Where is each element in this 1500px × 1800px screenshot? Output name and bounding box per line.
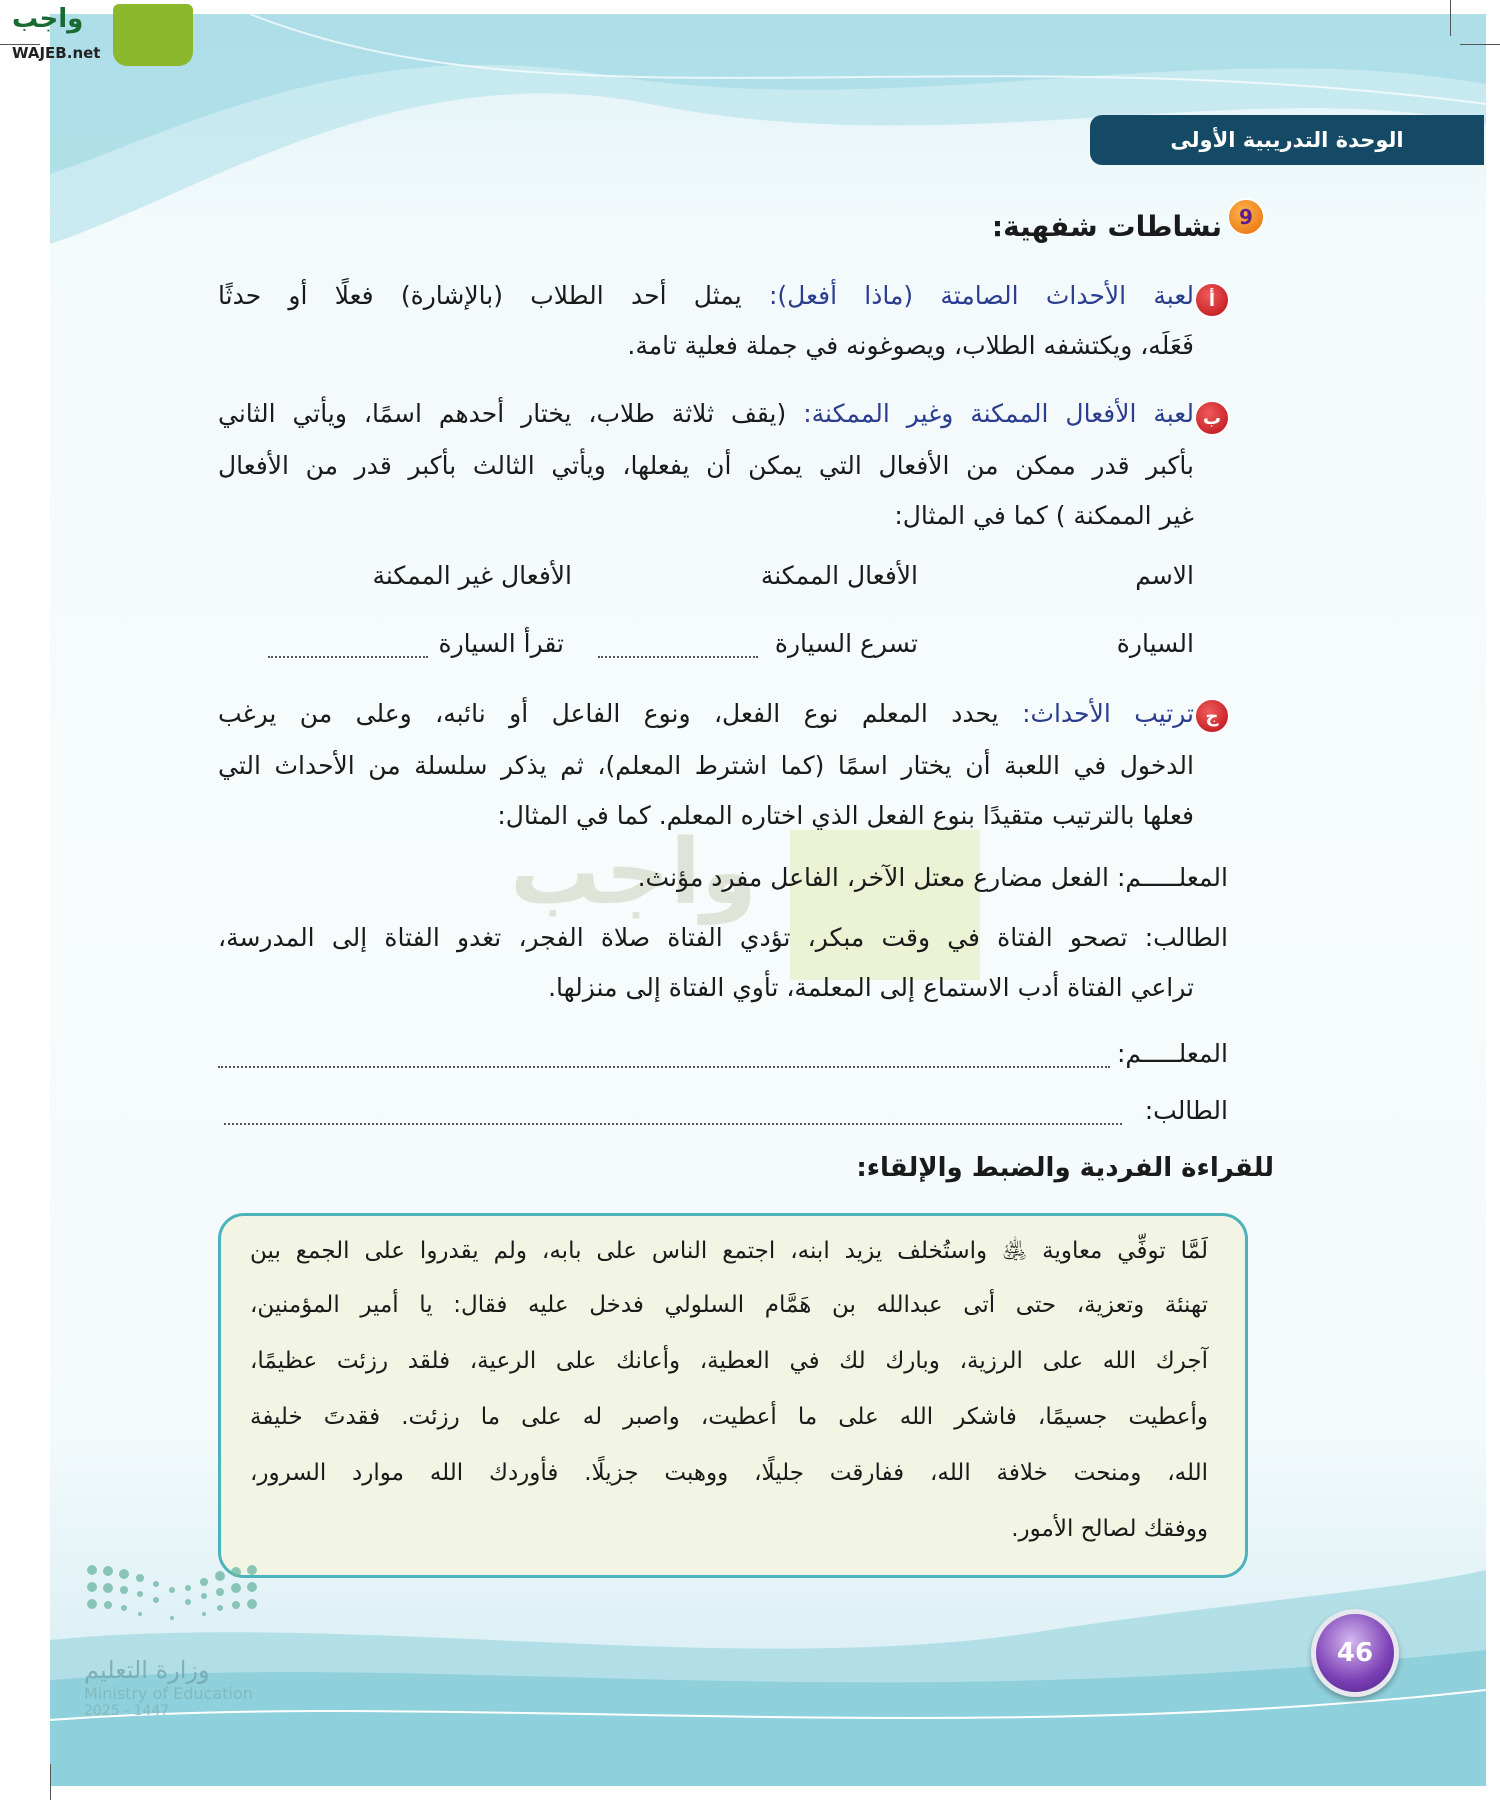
item-badge-c: ج xyxy=(1194,698,1230,734)
table-header-impossible: الأفعال غير الممكنة xyxy=(372,561,572,590)
blank-teacher-label: المعلـــــم: xyxy=(1116,1039,1228,1068)
passage-line: ووفقك لصالح الأمور. xyxy=(1011,1516,1208,1542)
item-c-line-2: الدخول في اللعبة أن يختار اسمًا (كما اشترط المعلم)، ثم يذكر سلسلة من الأحداث التي xyxy=(218,751,1194,780)
table-cell-name: السيارة xyxy=(1116,629,1194,658)
page-number-badge: 46 xyxy=(1311,1609,1399,1697)
table-cell-impossible: تقرأ السيارة xyxy=(438,629,564,658)
section-number-badge: 9 xyxy=(1227,198,1265,236)
item-badge-b: ب xyxy=(1194,400,1230,436)
item-c-line-1: ترتيب الأحداث: يحدد المعلم نوع الفعل، ونوع الفاعل أو نائبه، وعلى من يرغب xyxy=(218,699,1195,728)
dotted-line xyxy=(268,656,428,658)
table-cell-possible: تسرع السيارة xyxy=(774,629,918,658)
ministry-logo: وزارة التعليم Ministry of Education 2025 - 1447 xyxy=(84,1562,274,1722)
passage-line: وأعطيت جسيمًا، فاشكر الله على ما أعطيت، واصبر له على ما رزئت. فقدتَ خليفة xyxy=(250,1404,1208,1430)
passage-line: تهنئة وتعزية، حتى أتى عبدالله بن هَمَّام السلولي فدخل عليه فقال: يا أمير المؤمنين، xyxy=(250,1292,1208,1318)
reading-title: للقراءة الفردية والضبط والإلقاء: xyxy=(856,1153,1274,1183)
example-teacher: المعلـــــم: الفعل مضارع معتل الآخر، الفاعل مفرد مؤنث. xyxy=(637,863,1228,892)
item-c-line-3: فعلها بالترتيب متقيدًا بنوع الفعل الذي اختاره المعلم. كما في المثال: xyxy=(497,801,1194,830)
crop-mark xyxy=(1450,0,1451,36)
unit-title-banner: الوحدة التدريبية الأولى xyxy=(1090,115,1484,165)
table-header-possible: الأفعال الممكنة xyxy=(760,561,918,590)
passage-line: آجرك الله على الرزية، وبارك لك في العطية، وأعانك على الرعية، فلقد رزئت عظيمًا، xyxy=(250,1348,1208,1374)
wajeb-logo: واجب WAJEB.net xyxy=(8,4,193,68)
item-b-line-2: بأكبر قدر ممكن من الأفعال التي يمكن أن يفعلها، ويأتي الثالث بأكبر قدر من الأفعال xyxy=(218,451,1194,480)
item-badge-a: أ xyxy=(1194,282,1230,318)
example-student-line-1: الطالب: تصحو الفتاة في وقت مبكر، تؤدي الفتاة صلاة الفجر، تغدو الفتاة إلى المدرسة، xyxy=(218,923,1228,952)
book-icon xyxy=(790,830,980,980)
section-title: نشاطات شفهية: xyxy=(991,210,1222,243)
student-answer-line[interactable] xyxy=(224,1123,1122,1125)
item-b-line-3: غير الممكنة ) كما في المثال: xyxy=(894,501,1194,530)
ministry-dots-icon xyxy=(84,1562,264,1622)
table-header-name: الاسم xyxy=(1135,561,1194,590)
item-a-line-1: لعبة الأحداث الصامتة (ماذا أفعل): يمثل أحد الطلاب (بالإشارة) فعلًا أو حدثًا xyxy=(218,281,1194,310)
example-student-line-2: تراعي الفتاة أدب الاستماع إلى المعلمة، تأوي الفتاة إلى منزلها. xyxy=(548,973,1194,1002)
passage-line: لَمَّا توفِّي معاوية ﵁ واستُخلف يزيد ابنه، اجتمع الناس على بابه، ولم يقدروا على الجمع بين xyxy=(250,1238,1208,1264)
teacher-answer-line[interactable] xyxy=(218,1066,1110,1068)
blank-student-label: الطالب: xyxy=(1144,1096,1228,1125)
crop-mark xyxy=(50,1764,51,1800)
dotted-line xyxy=(598,656,758,658)
crop-mark xyxy=(1460,44,1500,45)
book-icon xyxy=(113,4,193,66)
item-a-line-2: فَعَلَه، ويكتشفه الطلاب، ويصوغونه في جملة فعلية تامة. xyxy=(627,331,1194,360)
passage-line: الله، ومنحت خلافة الله، ففارقت جليلًا، ووهبت جزيلًا. فأوردك الله موارد السرور، xyxy=(250,1460,1208,1486)
item-b-line-1: لعبة الأفعال الممكنة وغير الممكنة: (يقف ثلاثة طلاب، يختار أحدهم اسمًا، ويأتي الثاني xyxy=(218,399,1194,428)
